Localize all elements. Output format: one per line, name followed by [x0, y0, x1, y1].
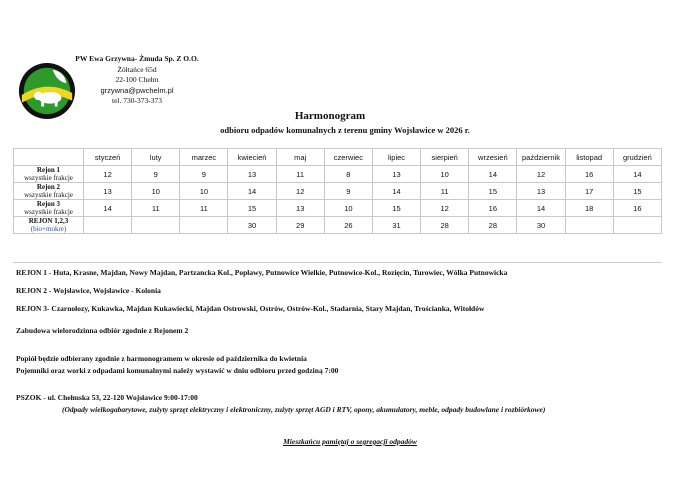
region-name: Rejon 1	[36, 166, 61, 174]
date-cell: 13	[228, 166, 276, 183]
date-cell: 15	[228, 200, 276, 217]
date-cell: 30	[228, 217, 276, 234]
date-cell: 13	[276, 200, 324, 217]
date-cell: 30	[517, 217, 565, 234]
document-subtitle: odbioru odpadów komunalnych z terenu gminy Wojsławice w 2026 r.	[220, 125, 470, 135]
date-cell: 18	[565, 200, 613, 217]
region-2-description: REJON 2 - Wojsławice, Wojsławice - Kolonia	[16, 286, 161, 295]
date-cell: 12	[517, 166, 565, 183]
month-header: październik	[517, 149, 565, 166]
date-cell: 9	[180, 166, 228, 183]
date-cell	[180, 217, 228, 234]
date-cell: 15	[613, 183, 661, 200]
date-cell: 15	[469, 183, 517, 200]
region-subtitle: (bio+mokre)	[30, 225, 67, 233]
table-row	[14, 166, 662, 183]
date-cell	[565, 217, 613, 234]
date-cell: 14	[517, 200, 565, 217]
date-cell: 11	[276, 166, 324, 183]
date-cell: 31	[372, 217, 420, 234]
date-cell: 12	[421, 200, 469, 217]
month-header: czerwiec	[324, 149, 372, 166]
date-cell: 16	[613, 200, 661, 217]
date-cell: 29	[276, 217, 324, 234]
date-cell: 12	[84, 166, 132, 183]
date-cell: 17	[565, 183, 613, 200]
date-cell	[132, 217, 180, 234]
schedule-table	[13, 148, 662, 234]
region-subtitle: wszystkie frakcje	[24, 208, 73, 216]
date-cell: 16	[469, 200, 517, 217]
date-cell	[84, 217, 132, 234]
date-cell: 14	[613, 166, 661, 183]
containers-note: Pojemniki oraz worki z odpadami komunalnymi należy wystawić w dniu odbioru przed godziną 7:00	[16, 366, 339, 375]
date-cell	[613, 217, 661, 234]
region-name: REJON 1,2,3	[28, 217, 69, 225]
month-header: marzec	[180, 149, 228, 166]
month-header: styczeń	[84, 149, 132, 166]
month-header: lipiec	[372, 149, 420, 166]
month-header: kwiecień	[228, 149, 276, 166]
date-cell: 13	[84, 183, 132, 200]
date-cell: 8	[324, 166, 372, 183]
date-cell: 28	[421, 217, 469, 234]
date-cell: 14	[228, 183, 276, 200]
region-subtitle: wszystkie frakcje	[24, 174, 73, 182]
pszok-address: PSZOK - ul. Chełmska 53, 22-120 Wojsławice 9:00-17:00	[16, 393, 198, 402]
company-city: 22-100 Chełm	[115, 75, 159, 84]
date-cell: 14	[469, 166, 517, 183]
date-cell: 14	[372, 183, 420, 200]
date-cell: 10	[421, 166, 469, 183]
ash-note: Popiół będzie odbierany zgodnie z harmonogramem w okresie od października do kwietnia	[16, 354, 307, 363]
multifamily-note: Zabudowa wielorodzinna odbiór zgodnie z Rejonem 2	[16, 326, 189, 335]
table-row	[14, 200, 662, 217]
date-cell: 11	[421, 183, 469, 200]
region-name: Rejon 3	[36, 200, 61, 208]
month-header: luty	[132, 149, 180, 166]
company-email: grzywna@pwchelm.pl	[100, 85, 174, 95]
region-cell	[14, 200, 84, 217]
date-cell: 10	[132, 183, 180, 200]
month-header: sierpień	[421, 149, 469, 166]
month-header: maj	[276, 149, 324, 166]
region-cell	[14, 217, 84, 234]
corner-cell	[14, 149, 84, 166]
date-cell: 11	[180, 200, 228, 217]
date-cell: 9	[324, 183, 372, 200]
pszok-waste-types: (Odpady wielkogabarytowe, zużyty sprzęt elektryczny i elektroniczny, zużyty sprzęt AGD i RTV, opony, akumulatory, meble, odpady budowlane i rozbiórkowe)	[62, 405, 546, 414]
date-cell: 10	[180, 183, 228, 200]
month-header-row	[14, 149, 662, 166]
date-cell: 14	[84, 200, 132, 217]
region-name: Rejon 2	[36, 183, 61, 191]
date-cell: 10	[324, 200, 372, 217]
region-cell	[14, 166, 84, 183]
region-1-description: REJON 1 - Huta, Krasne, Majdan, Nowy Majdan, Partzancka Kol., Popławy, Putnowice Wielkie, Putnowice-Kol., Rozięcin, Turowiec, Wólka Putnowicka	[16, 268, 508, 277]
company-street: Żółtańce 65d	[117, 64, 157, 74]
date-cell: 11	[132, 200, 180, 217]
company-phone: tel. 730-373-373	[112, 96, 162, 105]
date-cell: 26	[324, 217, 372, 234]
month-header: grudzień	[613, 149, 661, 166]
company-info	[62, 54, 212, 107]
segregation-reminder: Mieszkańcu pamiętaj o segregacji odpadów	[283, 437, 417, 446]
date-cell: 16	[565, 166, 613, 183]
region-subtitle: wszystkie frakcje	[24, 191, 73, 199]
date-cell: 13	[517, 183, 565, 200]
region-cell	[14, 183, 84, 200]
date-cell: 13	[372, 166, 420, 183]
table-row	[14, 183, 662, 200]
section-divider	[13, 262, 662, 263]
date-cell: 9	[132, 166, 180, 183]
region-3-description: REJON 3- Czarnołozy, Kukawka, Majdan Kukawiecki, Majdan Ostrowski, Ostrów, Ostrów-Kol., Stadarnia, Stary Majdan, Trościanka, Witołdów	[16, 304, 485, 313]
table-row	[14, 217, 662, 234]
month-header: wrzesień	[469, 149, 517, 166]
document-title: Harmonogram	[294, 110, 366, 122]
date-cell: 15	[372, 200, 420, 217]
date-cell: 28	[469, 217, 517, 234]
month-header: listopad	[565, 149, 613, 166]
date-cell: 12	[276, 183, 324, 200]
company-name: PW Ewa Grzywna- Żmuda Sp. Z O.O.	[75, 54, 199, 63]
